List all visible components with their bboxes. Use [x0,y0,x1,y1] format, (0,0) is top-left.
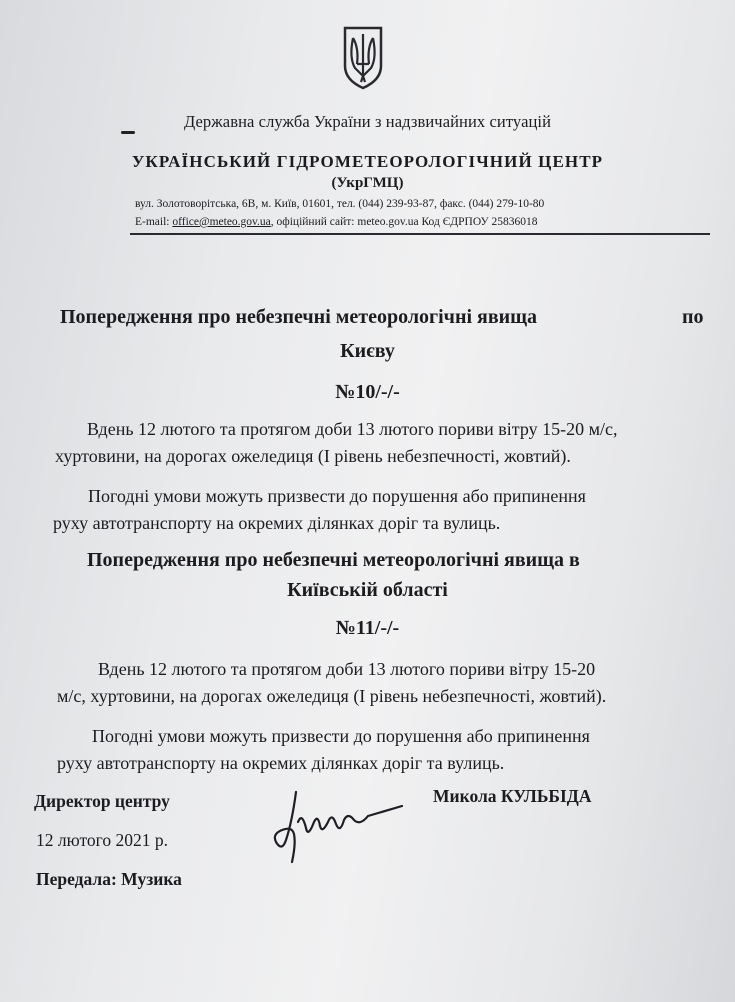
warning2-para2-line2: руху автотранспорту на окремих ділянках доріг та вулиць. [57,753,505,773]
warning1-para2-line2: руху автотранспорту на окремих ділянках доріг та вулиць. [53,513,501,533]
contacts-block [135,195,544,231]
warning1-para1-line2: хуртовини, на дорогах ожеледиця (І рівень небезпечності, жовтий). [55,446,571,466]
document-date: 12 лютого 2021 р. [36,830,168,850]
email-label: E-mail: [135,216,173,228]
director-name: Микола КУЛЬБІДА [433,786,592,806]
email-line [135,213,544,231]
warning2-title: Попередження про небезпечні метеорологічні явища в [87,549,580,571]
warning2-para2-line1: Погодні умови можуть призвести до порушення або припинення [92,726,590,746]
header-divider [130,233,710,235]
handwritten-signature [262,782,412,872]
warning2-title-region: Київській області [287,579,448,601]
address-line: вул. Золотоворітська, 6В, м. Київ, 01601, тел. (044) 239-93-87, факс. (044) 279-10-80 [135,198,545,210]
warning1-title-city: Києву [340,340,395,362]
center-abbr: (УкрГМЦ) [331,175,404,191]
agency-name: Державна служба України з надзвичайних ситуацій [183,112,552,131]
warning1-number: №10/-/- [335,381,400,403]
center-name: УКРАЇНСЬКИЙ ГІДРОМЕТЕОРОЛОГІЧНИЙ ЦЕНТР [131,152,604,171]
email-link[interactable]: office@meteo.gov.ua [172,216,271,228]
director-label: Директор центру [34,791,170,811]
warning2-para1-line2: м/с, хуртовини, на дорогах ожеледиця (І рівень небезпечності, жовтий). [57,686,607,706]
warning1-title-po: по [682,306,704,328]
warning1-para1-line1: Вдень 12 лютого та протягом доби 13 лютого пориви вітру 15-20 м/с, [87,419,618,439]
warning1-title: Попередження про небезпечні метеорологічні явища [60,306,538,328]
trident-emblem-icon [339,24,387,92]
site-text: , офіційний сайт: meteo.gov.ua Код ЄДРПОУ 25836018 [270,216,538,228]
transmitted-by: Передала: Музика [36,869,182,889]
warning1-para2-line1: Погодні умови можуть призвести до порушення або припинення [88,486,586,506]
warning2-para1-line1: Вдень 12 лютого та протягом доби 13 лютого пориви вітру 15-20 [98,659,596,679]
warning2-number: №11/-/- [335,617,400,639]
